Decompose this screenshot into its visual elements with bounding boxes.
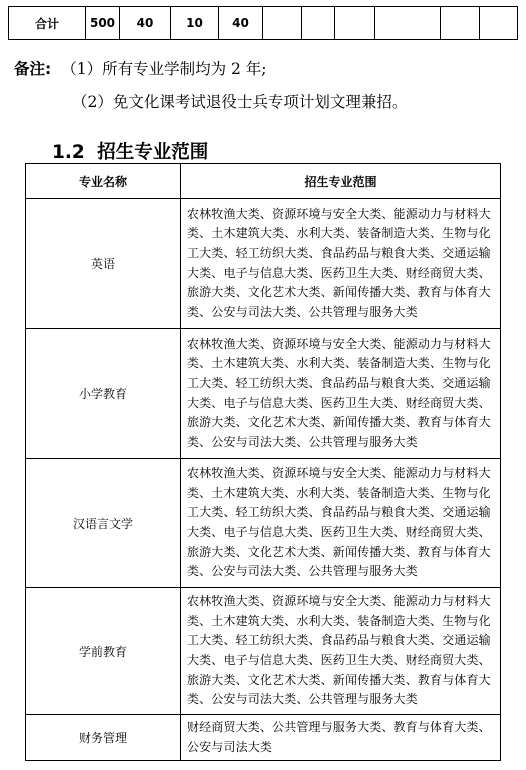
summary-total-row: [9, 7, 518, 40]
table-row: [26, 199, 501, 329]
summary-cell: [302, 7, 335, 40]
section-number: 1.2: [52, 142, 85, 163]
column-header-major: 专业名称: [26, 164, 181, 199]
summary-cell: [263, 7, 302, 40]
major-scope: 财经商贸大类、公共管理与服务大类、教育与体育大类、公安与司法大类: [181, 715, 501, 761]
summary-cell: [375, 7, 441, 40]
summary-cell: 40: [219, 7, 263, 40]
major-scope: 农林牧渔大类、资源环境与安全大类、能源动力与材料大类、土木建筑大类、水利大类、装备制造大类、生物与化工大类、轻工纺织大类、食品药品与粮食大类、交通运输大类、电子与信息大类、医药卫生大类、财经商贸大类、旅游大类、文化艺术大类、新闻传播大类、教育与体育大类、公安与司法大类、公共管理与服务大类: [181, 459, 501, 588]
note-line-1: [14, 59, 267, 79]
major-name: 财务管理: [26, 715, 181, 761]
table-row: [26, 329, 501, 459]
section-heading: [52, 138, 208, 164]
major-name: 小学教育: [26, 329, 181, 459]
note-line-2: [72, 92, 407, 112]
enrollment-summary-table: [8, 6, 518, 40]
major-name: 英语: [26, 199, 181, 329]
summary-total-label: 合计: [9, 7, 86, 40]
summary-cell: 40: [120, 7, 171, 40]
summary-cell: [441, 7, 480, 40]
section-title: 招生专业范围: [97, 142, 209, 163]
major-scope: 农林牧渔大类、资源环境与安全大类、能源动力与材料大类、土木建筑大类、水利大类、装备制造大类、生物与化工大类、轻工纺织大类、食品药品与粮食大类、交通运输大类、电子与信息大类、医药卫生大类、财经商贸大类、旅游大类、文化艺术大类、新闻传播大类、教育与体育大类、公安与司法大类、公共管理与服务大类: [181, 588, 501, 715]
summary-cell: [335, 7, 375, 40]
scope-header-row: [26, 164, 501, 199]
table-row: [26, 715, 501, 761]
table-row: [26, 459, 501, 588]
notes-label: 备注:: [14, 60, 52, 78]
summary-cell: 500: [86, 7, 120, 40]
table-row: [26, 588, 501, 715]
enrollment-scope-table: [25, 163, 501, 761]
major-scope: 农林牧渔大类、资源环境与安全大类、能源动力与材料大类、土木建筑大类、水利大类、装备制造大类、生物与化工大类、轻工纺织大类、食品药品与粮食大类、交通运输大类、电子与信息大类、医药卫生大类、财经商贸大类、旅游大类、文化艺术大类、新闻传播大类、教育与体育大类、公安与司法大类、公共管理与服务大类: [181, 329, 501, 459]
summary-cell: 10: [171, 7, 219, 40]
major-name: 汉语言文学: [26, 459, 181, 588]
major-name: 学前教育: [26, 588, 181, 715]
major-scope: 农林牧渔大类、资源环境与安全大类、能源动力与材料大类、土木建筑大类、水利大类、装备制造大类、生物与化工大类、轻工纺织大类、食品药品与粮食大类、交通运输大类、电子与信息大类、医药卫生大类、财经商贸大类、旅游大类、文化艺术大类、新闻传播大类、教育与体育大类、公安与司法大类、公共管理与服务大类: [181, 199, 501, 329]
summary-cell: [480, 7, 518, 40]
note-item: （2）免文化课考试退役士兵专项计划文理兼招。: [72, 93, 408, 111]
note-item: （1）所有专业学制均为 2 年;: [61, 60, 267, 78]
column-header-scope: 招生专业范围: [181, 164, 501, 199]
